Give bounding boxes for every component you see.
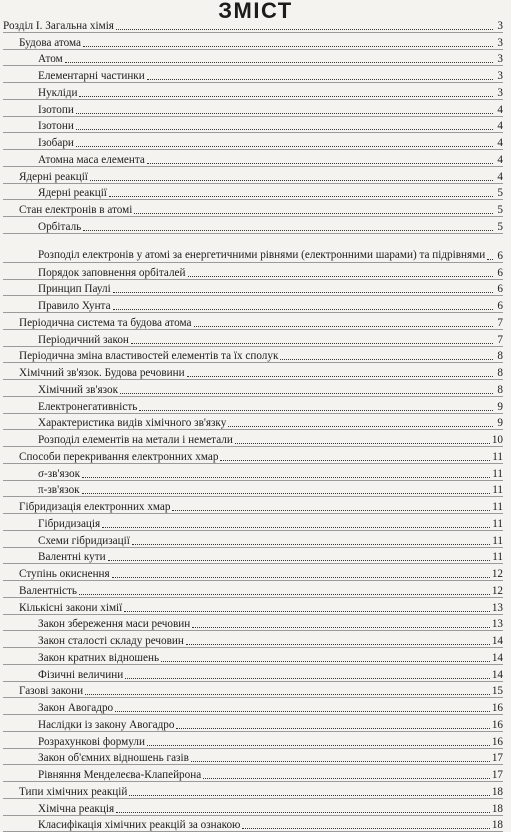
toc-entry (3, 16, 503, 33)
toc-entry-title: Елементарні частинки (38, 70, 145, 82)
dot-leader (172, 510, 490, 511)
toc-entry-title: σ-зв'язок (38, 468, 80, 480)
toc-entry (3, 615, 503, 632)
toc-entry-title: Будова атома (19, 37, 81, 49)
toc-entry-title: Хімічна реакція (38, 803, 114, 815)
toc-entry-title: Валентність (19, 585, 77, 597)
dot-leader (139, 410, 493, 411)
dot-leader (113, 292, 493, 293)
dot-leader (76, 113, 493, 114)
dot-leader (79, 594, 490, 595)
toc-page-number: 6 (495, 300, 503, 312)
dot-leader (129, 795, 489, 796)
toc-page-number: 10 (492, 434, 503, 446)
toc-page-number: 5 (495, 187, 503, 199)
dot-leader (188, 276, 493, 277)
toc-entry (3, 782, 503, 799)
dot-leader (131, 343, 493, 344)
toc-entry-title: Закон об'ємних відношень газів (38, 752, 189, 764)
toc-entry-title: Типи хімічних реакцій (19, 786, 127, 798)
toc-page-number: 7 (495, 317, 503, 329)
toc-page-number: 14 (492, 669, 503, 681)
toc-entry-title: Ступінь окиснення (19, 568, 110, 580)
toc-entry (3, 167, 503, 184)
dot-leader (147, 745, 490, 746)
toc-entry (3, 581, 503, 598)
toc-entry (3, 347, 503, 364)
toc-page-number: 6 (495, 283, 503, 295)
toc-page-number: 9 (495, 417, 503, 429)
dot-leader (90, 180, 493, 181)
dot-leader (76, 129, 493, 130)
toc-page-number: 6 (495, 250, 503, 262)
toc-page-number: 14 (492, 635, 503, 647)
dot-leader (102, 527, 490, 528)
toc-entry (3, 397, 503, 414)
toc-page-number: 8 (495, 384, 503, 396)
dot-leader (147, 79, 493, 80)
toc-entry-title: Характеристика видів хімічного зв'язку (38, 417, 226, 429)
toc-page-number: 3 (495, 53, 503, 65)
toc-entry-title: Ізобари (38, 137, 74, 149)
dot-leader (116, 812, 490, 813)
toc-entry-title: Орбіталь (38, 221, 81, 233)
toc-page-number: 18 (492, 786, 503, 798)
toc-entry-title: Рівняння Менделеєва-Клапейрона (38, 769, 201, 781)
toc-entry (3, 100, 503, 117)
toc-entry (3, 715, 503, 732)
toc-entry-title: Електронегативність (38, 401, 137, 413)
table-of-contents (3, 16, 503, 832)
toc-entry-title: Періодична зміна властивостей елементів та їх сполук (19, 350, 278, 362)
toc-entry (3, 217, 503, 234)
toc-entry (3, 330, 503, 347)
toc-entry (3, 50, 503, 67)
toc-page-number: 4 (495, 154, 503, 166)
toc-page-number: 3 (495, 20, 503, 32)
toc-entry (3, 816, 503, 832)
toc-entry-title: Хімічний зв'язок (38, 384, 118, 396)
toc-page-number: 7 (495, 334, 503, 346)
toc-entry (3, 296, 503, 313)
toc-entry-title: Схеми гібридизації (38, 535, 130, 547)
dot-leader (192, 627, 490, 628)
toc-entry (3, 497, 503, 514)
toc-entry-title: Принцип Паулі (38, 283, 111, 295)
toc-entry (3, 280, 503, 297)
toc-entry (3, 732, 503, 749)
toc-entry (3, 313, 503, 330)
dot-leader (187, 376, 493, 377)
toc-entry (3, 548, 503, 565)
toc-entry (3, 765, 503, 782)
toc-page-number: 4 (495, 171, 503, 183)
toc-entry (3, 631, 503, 648)
toc-entry-title: Гібридизація електронних хмар (19, 501, 170, 513)
toc-entry (3, 430, 503, 447)
toc-entry-title: Розподіл елементів на метали і неметали (38, 434, 233, 446)
dot-leader (125, 678, 490, 679)
dot-leader (186, 644, 490, 645)
toc-entry (3, 598, 503, 615)
dot-leader (115, 711, 490, 712)
toc-entry-title: Закон сталості складу речовин (38, 635, 184, 647)
toc-page-number: 4 (495, 120, 503, 132)
toc-page-number: 11 (492, 501, 503, 513)
dot-leader (161, 661, 490, 662)
dot-leader (280, 359, 493, 360)
toc-page-number: 12 (492, 568, 503, 580)
toc-page-number: 11 (492, 535, 503, 547)
toc-page-number: 17 (492, 769, 503, 781)
toc-entry (3, 33, 503, 50)
toc-entry-title: Газові закони (19, 685, 83, 697)
dot-leader (83, 230, 493, 231)
toc-entry-title: π-зв'язок (38, 484, 80, 496)
toc-entry (3, 531, 503, 548)
toc-entry (3, 234, 503, 263)
dot-leader (116, 29, 493, 30)
dot-leader (82, 493, 491, 494)
toc-entry-title: Способи перекривання електронних хмар (19, 451, 218, 463)
toc-entry-title: Розрахункові формули (38, 736, 145, 748)
dot-leader (235, 443, 490, 444)
dot-leader (147, 163, 493, 164)
toc-entry (3, 184, 503, 201)
dot-leader (109, 196, 493, 197)
toc-entry (3, 83, 503, 100)
toc-entry-title: Хімічний зв'язок. Будова речовини (19, 367, 185, 379)
toc-entry (3, 380, 503, 397)
toc-entry-title: Фізичні величини (38, 669, 123, 681)
dot-leader (124, 611, 490, 612)
toc-entry-title: Класифікація хімічних реакцій за ознакою (38, 819, 240, 831)
toc-entry-title: Закон Авогадро (38, 702, 113, 714)
dot-leader (108, 560, 491, 561)
toc-entry-title: Валентні кути (38, 551, 106, 563)
toc-entry (3, 564, 503, 581)
dot-leader (113, 309, 493, 310)
toc-page-number: 18 (492, 819, 503, 831)
toc-page-number: 13 (492, 618, 503, 630)
dot-leader (76, 146, 493, 147)
toc-entry-title: Наслідки із закону Авогадро (38, 719, 174, 731)
toc-entry (3, 263, 503, 280)
toc-entry (3, 682, 503, 699)
dot-leader (134, 213, 493, 214)
toc-entry-title: Періодичний закон (38, 334, 129, 346)
toc-entry (3, 665, 503, 682)
toc-page-number: 3 (495, 87, 503, 99)
toc-page-number: 11 (492, 451, 503, 463)
toc-entry (3, 200, 503, 217)
toc-entry-title: Розподіл електронів у атомі за енергетичними рівнями (електронними шарами) та підрівнями (38, 249, 485, 262)
toc-entry-title: Гібридизація (38, 518, 100, 530)
toc-entry-title: Стан електронів в атомі (19, 204, 132, 216)
toc-page-number: 9 (495, 401, 503, 413)
dot-leader (228, 426, 493, 427)
toc-entry (3, 363, 503, 380)
toc-page-number: 4 (495, 104, 503, 116)
toc-entry-title: Атом (38, 53, 63, 65)
dot-leader (65, 62, 493, 63)
toc-entry-title: Закон збереження маси речовин (38, 618, 190, 630)
toc-page-number: 8 (495, 350, 503, 362)
toc-page-number: 13 (492, 602, 503, 614)
toc-page-number: 16 (492, 719, 503, 731)
dot-leader (242, 828, 489, 829)
toc-page-number: 11 (492, 518, 503, 530)
toc-entry (3, 150, 503, 167)
dot-leader (487, 259, 493, 260)
toc-entry-title: Ядерні реакції (19, 171, 88, 183)
toc-entry (3, 749, 503, 766)
toc-entry (3, 698, 503, 715)
toc-entry (3, 464, 503, 481)
toc-entry (3, 799, 503, 816)
toc-page-number: 15 (492, 685, 503, 697)
toc-entry-title: Періодична система та будова атома (19, 317, 192, 329)
dot-leader (203, 778, 490, 779)
dot-leader (194, 326, 493, 327)
toc-entry-title: Атомна маса елемента (38, 154, 145, 166)
toc-page-number: 18 (492, 803, 503, 815)
dot-leader (120, 393, 493, 394)
toc-entry (3, 481, 503, 498)
dot-leader (176, 728, 489, 729)
toc-entry (3, 648, 503, 665)
toc-entry-title: Ядерні реакції (38, 187, 107, 199)
toc-page-number: 4 (495, 137, 503, 149)
dot-leader (191, 761, 490, 762)
toc-entry-title: Правило Хунта (38, 300, 111, 312)
toc-entry-title: Розділ І. Загальна хімія (3, 20, 114, 32)
dot-leader (112, 577, 490, 578)
toc-page-number: 16 (492, 702, 503, 714)
toc-page-number: 6 (495, 267, 503, 279)
toc-page-number: 17 (492, 752, 503, 764)
toc-page-number: 3 (495, 70, 503, 82)
toc-page-number: 11 (492, 551, 503, 563)
dot-leader (79, 96, 493, 97)
toc-entry-title: Порядок заповнення орбіталей (38, 267, 186, 279)
toc-entry (3, 133, 503, 150)
toc-entry (3, 514, 503, 531)
toc-entry-title: Закон кратних відношень (38, 652, 159, 664)
toc-page-number: 12 (492, 585, 503, 597)
toc-entry-title: Ізотопи (38, 104, 74, 116)
toc-entry (3, 117, 503, 134)
toc-entry (3, 447, 503, 464)
page-title: ЗМІСТ (0, 0, 511, 24)
dot-leader (132, 544, 490, 545)
toc-page-number: 14 (492, 652, 503, 664)
toc-page-number: 5 (495, 204, 503, 216)
toc-page-number: 11 (492, 484, 503, 496)
toc-page-number: 11 (492, 468, 503, 480)
toc-page-number: 8 (495, 367, 503, 379)
toc-entry-title: Нукліди (38, 87, 77, 99)
toc-page-number: 16 (492, 736, 503, 748)
toc-page-number: 5 (495, 221, 503, 233)
toc-entry-title: Кількісні закони хімії (19, 602, 122, 614)
toc-entry-title: Ізотони (38, 120, 74, 132)
dot-leader (83, 46, 493, 47)
dot-leader (85, 694, 490, 695)
dot-leader (82, 477, 490, 478)
dot-leader (220, 460, 490, 461)
toc-page-number: 3 (495, 37, 503, 49)
toc-entry (3, 66, 503, 83)
toc-entry (3, 414, 503, 431)
